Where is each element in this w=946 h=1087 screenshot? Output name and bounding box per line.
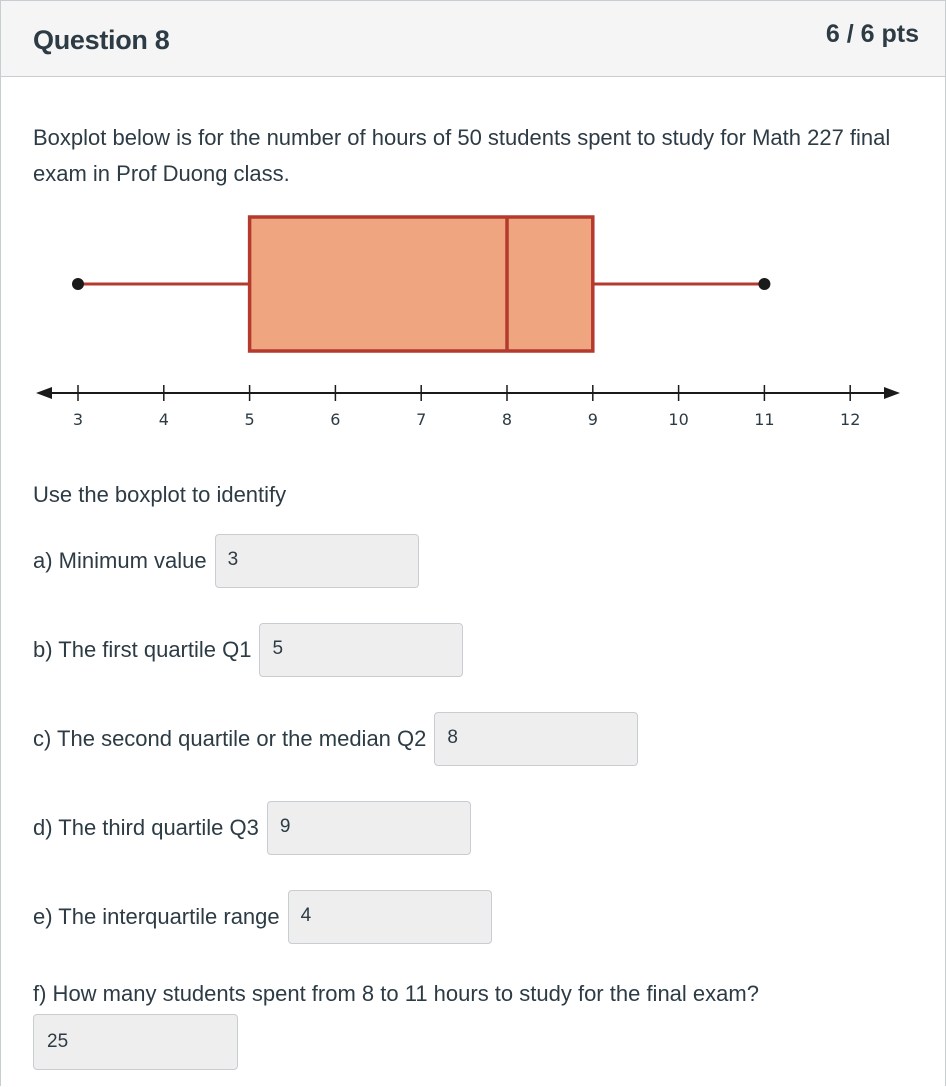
maximum-point xyxy=(758,278,770,290)
part-e-label: e) The interquartile range xyxy=(33,904,280,929)
part-a-row xyxy=(33,534,419,588)
part-c-label: c) The second quartile or the median Q2 xyxy=(33,726,427,751)
part-a-label: a) Minimum value xyxy=(33,548,207,573)
part-e-row xyxy=(33,890,492,944)
axis-tick-label: 12 xyxy=(840,410,861,429)
part-a-answer-field[interactable] xyxy=(215,534,419,588)
part-e-answer: 4 xyxy=(300,905,312,926)
part-d-label: d) The third quartile Q3 xyxy=(33,815,259,840)
instruction-text: Use the boxplot to identify xyxy=(33,482,287,507)
box-iqr xyxy=(250,217,593,351)
question-points: 6 / 6 pts xyxy=(825,20,919,48)
part-f-answer-field[interactable] xyxy=(33,1014,238,1070)
part-e-answer-field[interactable] xyxy=(288,890,492,944)
axis-tick-label: 8 xyxy=(501,410,513,429)
axis-tick-label: 9 xyxy=(587,410,598,429)
question-prompt: Boxplot below is for the number of hours of 50 students spent to study for Math 227 final exam in Prof Duong class. xyxy=(33,125,891,186)
part-d-answer-field[interactable] xyxy=(267,801,471,855)
part-f-label: f) How many students spent from 8 to 11 hours to study for the final exam? xyxy=(33,981,759,1006)
part-b-label: b) The first quartile Q1 xyxy=(33,637,252,662)
axis-right-arrow xyxy=(884,387,900,399)
part-c-answer-field[interactable] xyxy=(434,712,638,766)
part-f-answer: 25 xyxy=(47,1031,69,1052)
part-d-row xyxy=(33,801,471,855)
axis-tick-label: 11 xyxy=(754,410,775,429)
axis-tick-label: 5 xyxy=(244,410,255,429)
part-b-row xyxy=(33,623,463,677)
question-header xyxy=(1,1,945,77)
axis-tick-label: 10 xyxy=(668,410,689,429)
axis-tick-label: 4 xyxy=(158,410,169,429)
part-c-row xyxy=(33,712,638,766)
part-b-answer-field[interactable] xyxy=(259,623,463,677)
part-d-answer: 9 xyxy=(279,816,291,837)
question-title: Question 8 xyxy=(33,25,170,55)
part-a-answer: 3 xyxy=(227,549,239,570)
boxplot-chart xyxy=(0,200,946,440)
part-c-answer: 8 xyxy=(447,727,458,748)
axis-tick-label: 6 xyxy=(330,410,341,429)
axis-tick-label: 3 xyxy=(72,410,84,429)
axis-tick-label: 7 xyxy=(416,410,427,429)
minimum-point xyxy=(72,278,84,290)
axis-left-arrow xyxy=(36,387,52,399)
part-b-answer: 5 xyxy=(272,638,284,659)
